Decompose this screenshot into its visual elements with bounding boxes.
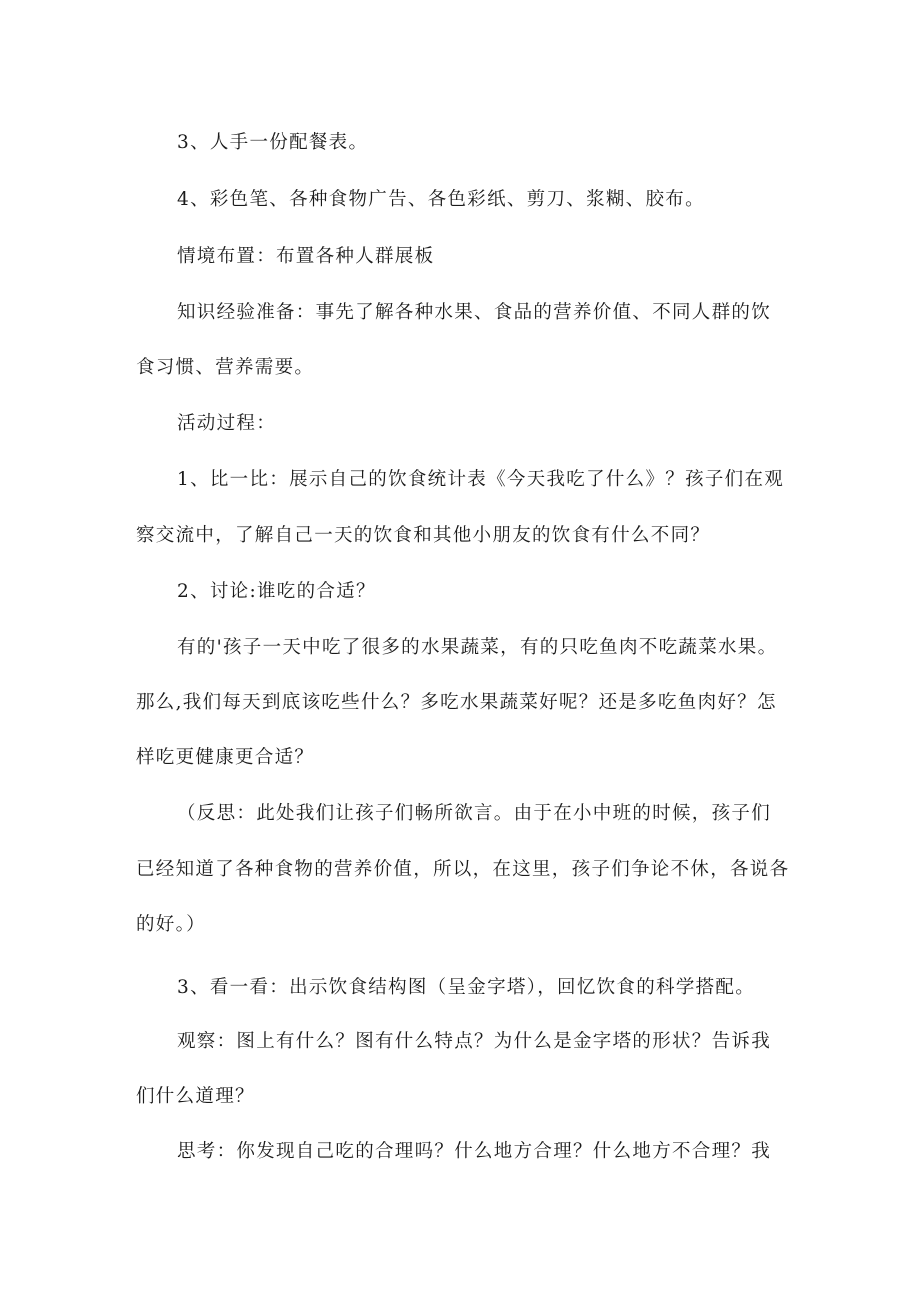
text-line-materials-4: 4、彩色笔、各种食物广告、各色彩纸、剪刀、浆糊、胶布。 [177, 189, 705, 210]
text-line-step2-para-cont2: 样吃更健康更合适？ [136, 747, 315, 768]
text-line-observe: 观察：图上有什么？图有什么特点？为什么是金字塔的形状？告诉我 [177, 1031, 772, 1052]
text-line-knowledge-prep: 知识经验准备：事先了解各种水果、食品的营养价值、不同人群的饮 [177, 302, 772, 323]
text-line-materials-3: 3、人手一份配餐表。 [177, 132, 369, 153]
text-line-step1-cont: 察交流中，了解自己一天的饮食和其他小朋友的饮食有什么不同？ [136, 525, 711, 546]
text-line-activity-heading: 活动过程： [177, 413, 277, 434]
text-line-step2: 2、讨论:谁吃的合适？ [177, 581, 376, 602]
text-line-step3: 3、看一看：出示饮食结构图（呈金字塔），回忆饮食的科学搭配。 [177, 977, 756, 998]
text-line-step2-para: 有的'孩子一天中吃了很多的水果蔬菜，有的只吃鱼肉不吃蔬菜水果。 [177, 637, 778, 658]
text-line-observe-cont: 们什么道理？ [136, 1086, 255, 1107]
text-line-knowledge-prep-cont: 食习惯、营养需要。 [136, 357, 315, 378]
text-line-reflection-cont2: 的好。） [136, 914, 206, 935]
text-line-reflection-cont1: 已经知道了各种食物的营养价值，所以，在这里，孩子们争论不休，各说各 [136, 859, 790, 880]
text-line-scene-setup: 情境布置：布置各种人群展板 [177, 246, 435, 267]
text-line-reflection: （反思：此处我们让孩子们畅所欲言。由于在小中班的时候，孩子们 [177, 803, 772, 824]
text-line-step1: 1、比一比：展示自己的饮食统计表《今天我吃了什么》？孩子们在观 [177, 469, 785, 490]
text-line-think: 思考：你发现自己吃的合理吗？什么地方合理？什么地方不合理？我 [177, 1141, 772, 1162]
text-line-step2-para-cont1: 那么,我们每天到底该吃些什么？多吃水果蔬菜好呢？还是多吃鱼肉好？怎 [136, 692, 777, 713]
